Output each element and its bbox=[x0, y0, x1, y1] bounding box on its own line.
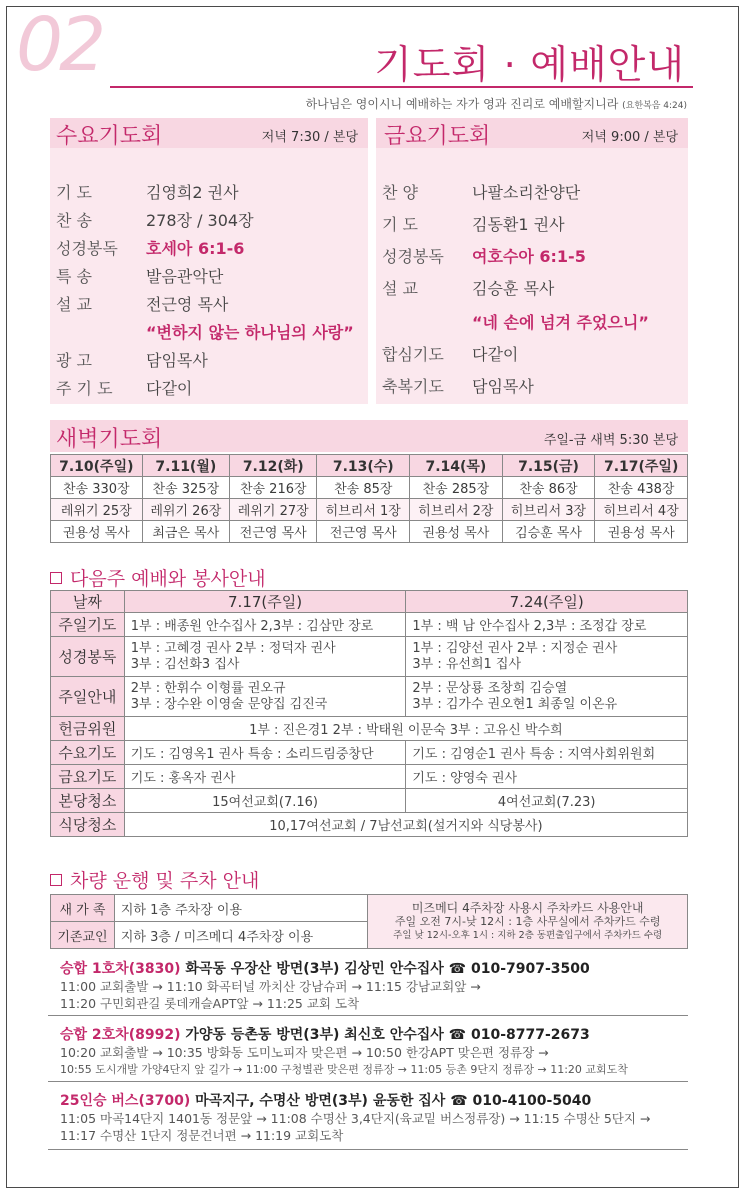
wednesday-title: 수요기도회 bbox=[56, 124, 163, 149]
dawn-title: 새벽기도회 bbox=[56, 427, 163, 452]
date-header: 날짜 bbox=[51, 591, 125, 613]
friday-title: 금요기도회 bbox=[384, 124, 491, 149]
dawn-cell: 히브리서 1장 bbox=[317, 499, 410, 521]
service-table bbox=[50, 590, 688, 837]
date-0717: 7.17(주일) bbox=[124, 591, 406, 613]
dawn-cell: 7.17(주일) bbox=[595, 455, 688, 477]
parking-heading: 차량 운행 및 주차 안내 bbox=[50, 866, 259, 893]
wednesday-row-label: 광 고 bbox=[56, 351, 92, 370]
wednesday-row-label: 성경봉독 bbox=[56, 239, 118, 258]
dawn-cell: 히브리서 2장 bbox=[410, 499, 503, 521]
dawn-cell: 권용성 목사 bbox=[51, 521, 143, 543]
friday-time: 저녁 9:00 / 본당 bbox=[581, 130, 678, 145]
dawn-cell: 전근영 목사 bbox=[317, 521, 410, 543]
wednesday-row-value: 발음관악단 bbox=[146, 267, 224, 286]
wed-a: 기도 : 김영옥1 권사 특송 : 소리드림중창단 bbox=[124, 741, 406, 765]
reading-label: 성경봉독 bbox=[51, 637, 125, 677]
friday-row-label: 합심기도 bbox=[382, 345, 444, 364]
dawn-cell: 찬송 85장 bbox=[317, 477, 410, 499]
friday-row-value: 담임목사 bbox=[472, 377, 534, 396]
reading-b: 1부 : 김양선 권사 2부 : 지정순 권사 3부 : 유선희1 집사 bbox=[406, 637, 688, 677]
page-number: 02 bbox=[16, 2, 103, 88]
sunday-prayer-label: 주일기도 bbox=[51, 613, 125, 637]
offering-label: 헌금위원 bbox=[51, 717, 125, 741]
date-0724: 7.24(주일) bbox=[406, 591, 688, 613]
dawn-cell: 레위기 26장 bbox=[142, 499, 229, 521]
dawn-cell: 7.15(금) bbox=[502, 455, 595, 477]
fri-label: 금요기도 bbox=[51, 765, 125, 789]
friday-row-value: 김동환1 권사 bbox=[472, 215, 565, 234]
title-divider bbox=[110, 86, 693, 88]
dawn-cell: 찬송 216장 bbox=[230, 477, 317, 499]
friday-row-value: 다같이 bbox=[472, 345, 519, 364]
dawn-cell: 히브리서 4장 bbox=[595, 499, 688, 521]
fri-a: 기도 : 홍옥자 권사 bbox=[124, 765, 406, 789]
clean-a: 15여선교회(7.16) bbox=[124, 789, 406, 813]
bus-3: 25인승 버스(3700) 마곡지구, 수명산 방면(3부) 윤동한 집사 ☎ 010-4100-5040 11:05 마곡14단지 1401동 정문앞 → 11:08 수명산 3,4단지(육교밑 버스정류장) → 11:15 수명산 5단지 → 11:17 수명산 1단지 정문건너편 → 11:19 교회도착 bbox=[48, 1088, 688, 1150]
dawn-cell: 찬송 325장 bbox=[142, 477, 229, 499]
wednesday-row-label: 설 교 bbox=[56, 295, 92, 314]
friday-row-label: 성경봉독 bbox=[382, 247, 444, 266]
dawn-cell: 전근영 목사 bbox=[230, 521, 317, 543]
member-value: 지하 3층 / 미즈메디 4주차장 이용 bbox=[114, 922, 368, 949]
bus-1: 승합 1호차(3830) 화곡동 우장산 방면(3부) 김상민 안수집사 ☎ 010-7907-3500 11:00 교회출발 → 11:10 화곡터널 까치산 강남슈퍼 → 11:15 강남교회앞 → 11:20 구민회관길 롯데캐슬APT앞 → 11:25 교회 도착 bbox=[48, 956, 688, 1016]
dawn-cell: 권용성 목사 bbox=[595, 521, 688, 543]
wed-b: 기도 : 김영순1 권사 특송 : 지역사회위원회 bbox=[406, 741, 688, 765]
bible-verse: 하나님은 영이시니 예배하는 자가 영과 진리로 예배할지니라 (요한복음 4:24) bbox=[305, 97, 687, 111]
clean-label: 본당청소 bbox=[51, 789, 125, 813]
dining-value: 10,17여선교회 / 7남선교회(설거지와 식당봉사) bbox=[124, 813, 687, 837]
dawn-schedule-table bbox=[50, 454, 688, 543]
wednesday-row-value: 담임목사 bbox=[146, 351, 208, 370]
friday-row-label: 기 도 bbox=[382, 215, 418, 234]
service-heading: 다음주 예배와 봉사안내 bbox=[50, 564, 266, 591]
guide-a: 2부 : 한휘수 이형률 권오규 3부 : 장수완 이영술 문양집 김진국 bbox=[124, 677, 406, 717]
wednesday-time: 저녁 7:30 / 본당 bbox=[261, 130, 358, 145]
dawn-cell: 찬송 438장 bbox=[595, 477, 688, 499]
dawn-cell: 7.12(화) bbox=[230, 455, 317, 477]
sunday-prayer-a: 1부 : 배종원 안수집사 2,3부 : 김삼만 장로 bbox=[124, 613, 406, 637]
friday-row-label: 설 교 bbox=[382, 279, 418, 298]
friday-row-value: 김승훈 목사 bbox=[472, 279, 555, 298]
wednesday-row-label: 기 도 bbox=[56, 183, 92, 202]
parking-card-note: 미즈메디 4주차장 사용시 주차카드 사용안내 주일 오전 7시-낮 12시 : 1층 사무실에서 주차카드 수령 주일 낮 12시-오후 1시 : 지하 2층 동편출입구에서 주차카드 수령 bbox=[368, 895, 688, 949]
friday-row-label: 찬 양 bbox=[382, 183, 418, 202]
guide-b: 2부 : 문상룡 조창희 김승열 3부 : 김가수 권오현1 최종일 이온유 bbox=[406, 677, 688, 717]
dawn-cell: 7.10(주일) bbox=[51, 455, 143, 477]
friday-row-value: 나팔소리찬양단 bbox=[472, 183, 581, 202]
dawn-cell: 최금은 목사 bbox=[142, 521, 229, 543]
friday-row-value: 여호수아 6:1-5 bbox=[472, 247, 586, 266]
dawn-time: 주일-금 새벽 5:30 본당 bbox=[543, 433, 678, 448]
square-icon bbox=[50, 874, 62, 886]
friday-row-value: “네 손에 넘겨 주었으니” bbox=[472, 313, 649, 332]
wednesday-row-value: 호세아 6:1-6 bbox=[146, 239, 245, 258]
wednesday-row-value: “변하지 않는 하나님의 사랑” bbox=[146, 323, 354, 342]
wednesday-row-label: 주 기 도 bbox=[56, 379, 113, 398]
new-family-value: 지하 1층 주차장 이용 bbox=[114, 895, 368, 922]
dawn-cell: 레위기 27장 bbox=[230, 499, 317, 521]
friday-row-label: 축복기도 bbox=[382, 377, 444, 396]
dawn-cell: 7.11(월) bbox=[142, 455, 229, 477]
member-label: 기존교인 bbox=[51, 922, 115, 949]
dining-label: 식당청소 bbox=[51, 813, 125, 837]
square-icon bbox=[50, 572, 62, 584]
wednesday-row-value: 다같이 bbox=[146, 379, 193, 398]
wed-label: 수요기도 bbox=[51, 741, 125, 765]
clean-b: 4여선교회(7.23) bbox=[406, 789, 688, 813]
dawn-cell: 히브리서 3장 bbox=[502, 499, 595, 521]
wednesday-prayer-box bbox=[50, 118, 368, 404]
dawn-cell: 찬송 285장 bbox=[410, 477, 503, 499]
wednesday-row-label: 찬 송 bbox=[56, 211, 92, 230]
offering-value: 1부 : 진은경1 2부 : 박태원 이문숙 3부 : 고유신 박수희 bbox=[124, 717, 687, 741]
dawn-cell: 찬송 330장 bbox=[51, 477, 143, 499]
dawn-cell: 레위기 25장 bbox=[51, 499, 143, 521]
guide-label: 주일안내 bbox=[51, 677, 125, 717]
dawn-cell: 찬송 86장 bbox=[502, 477, 595, 499]
parking-table bbox=[50, 894, 688, 949]
wednesday-row-value: 김영희2 권사 bbox=[146, 183, 239, 202]
wednesday-row-value: 전근영 목사 bbox=[146, 295, 229, 314]
friday-prayer-box bbox=[376, 118, 688, 404]
wednesday-row-value: 278장 / 304장 bbox=[146, 211, 254, 230]
wednesday-row-label: 특 송 bbox=[56, 267, 92, 286]
dawn-cell: 권용성 목사 bbox=[410, 521, 503, 543]
sunday-prayer-b: 1부 : 백 남 안수집사 2,3부 : 조정갑 장로 bbox=[406, 613, 688, 637]
page-title: 기도회 · 예배안내 bbox=[374, 43, 685, 88]
dawn-cell: 7.13(수) bbox=[317, 455, 410, 477]
new-family-label: 새 가 족 bbox=[51, 895, 115, 922]
dawn-cell: 김승훈 목사 bbox=[502, 521, 595, 543]
fri-b: 기도 : 양영숙 권사 bbox=[406, 765, 688, 789]
reading-a: 1부 : 고혜경 권사 2부 : 정덕자 권사 3부 : 김선화3 집사 bbox=[124, 637, 406, 677]
dawn-cell: 7.14(목) bbox=[410, 455, 503, 477]
bus-2: 승합 2호차(8992) 가양동 등촌동 방면(3부) 최신호 안수집사 ☎ 010-8777-2673 10:20 교회출발 → 10:35 방화동 도미노피자 맞은편 → 10:50 한강APT 맞은편 정류장 → 10:55 도시개발 가양4단지 앞 길가 → 11:00 구청별관 맞은편 정류장 → 11:05 등촌 9단지 정류장 → 11:20 교회도착 bbox=[48, 1022, 688, 1082]
dawn-prayer-header bbox=[50, 420, 688, 452]
